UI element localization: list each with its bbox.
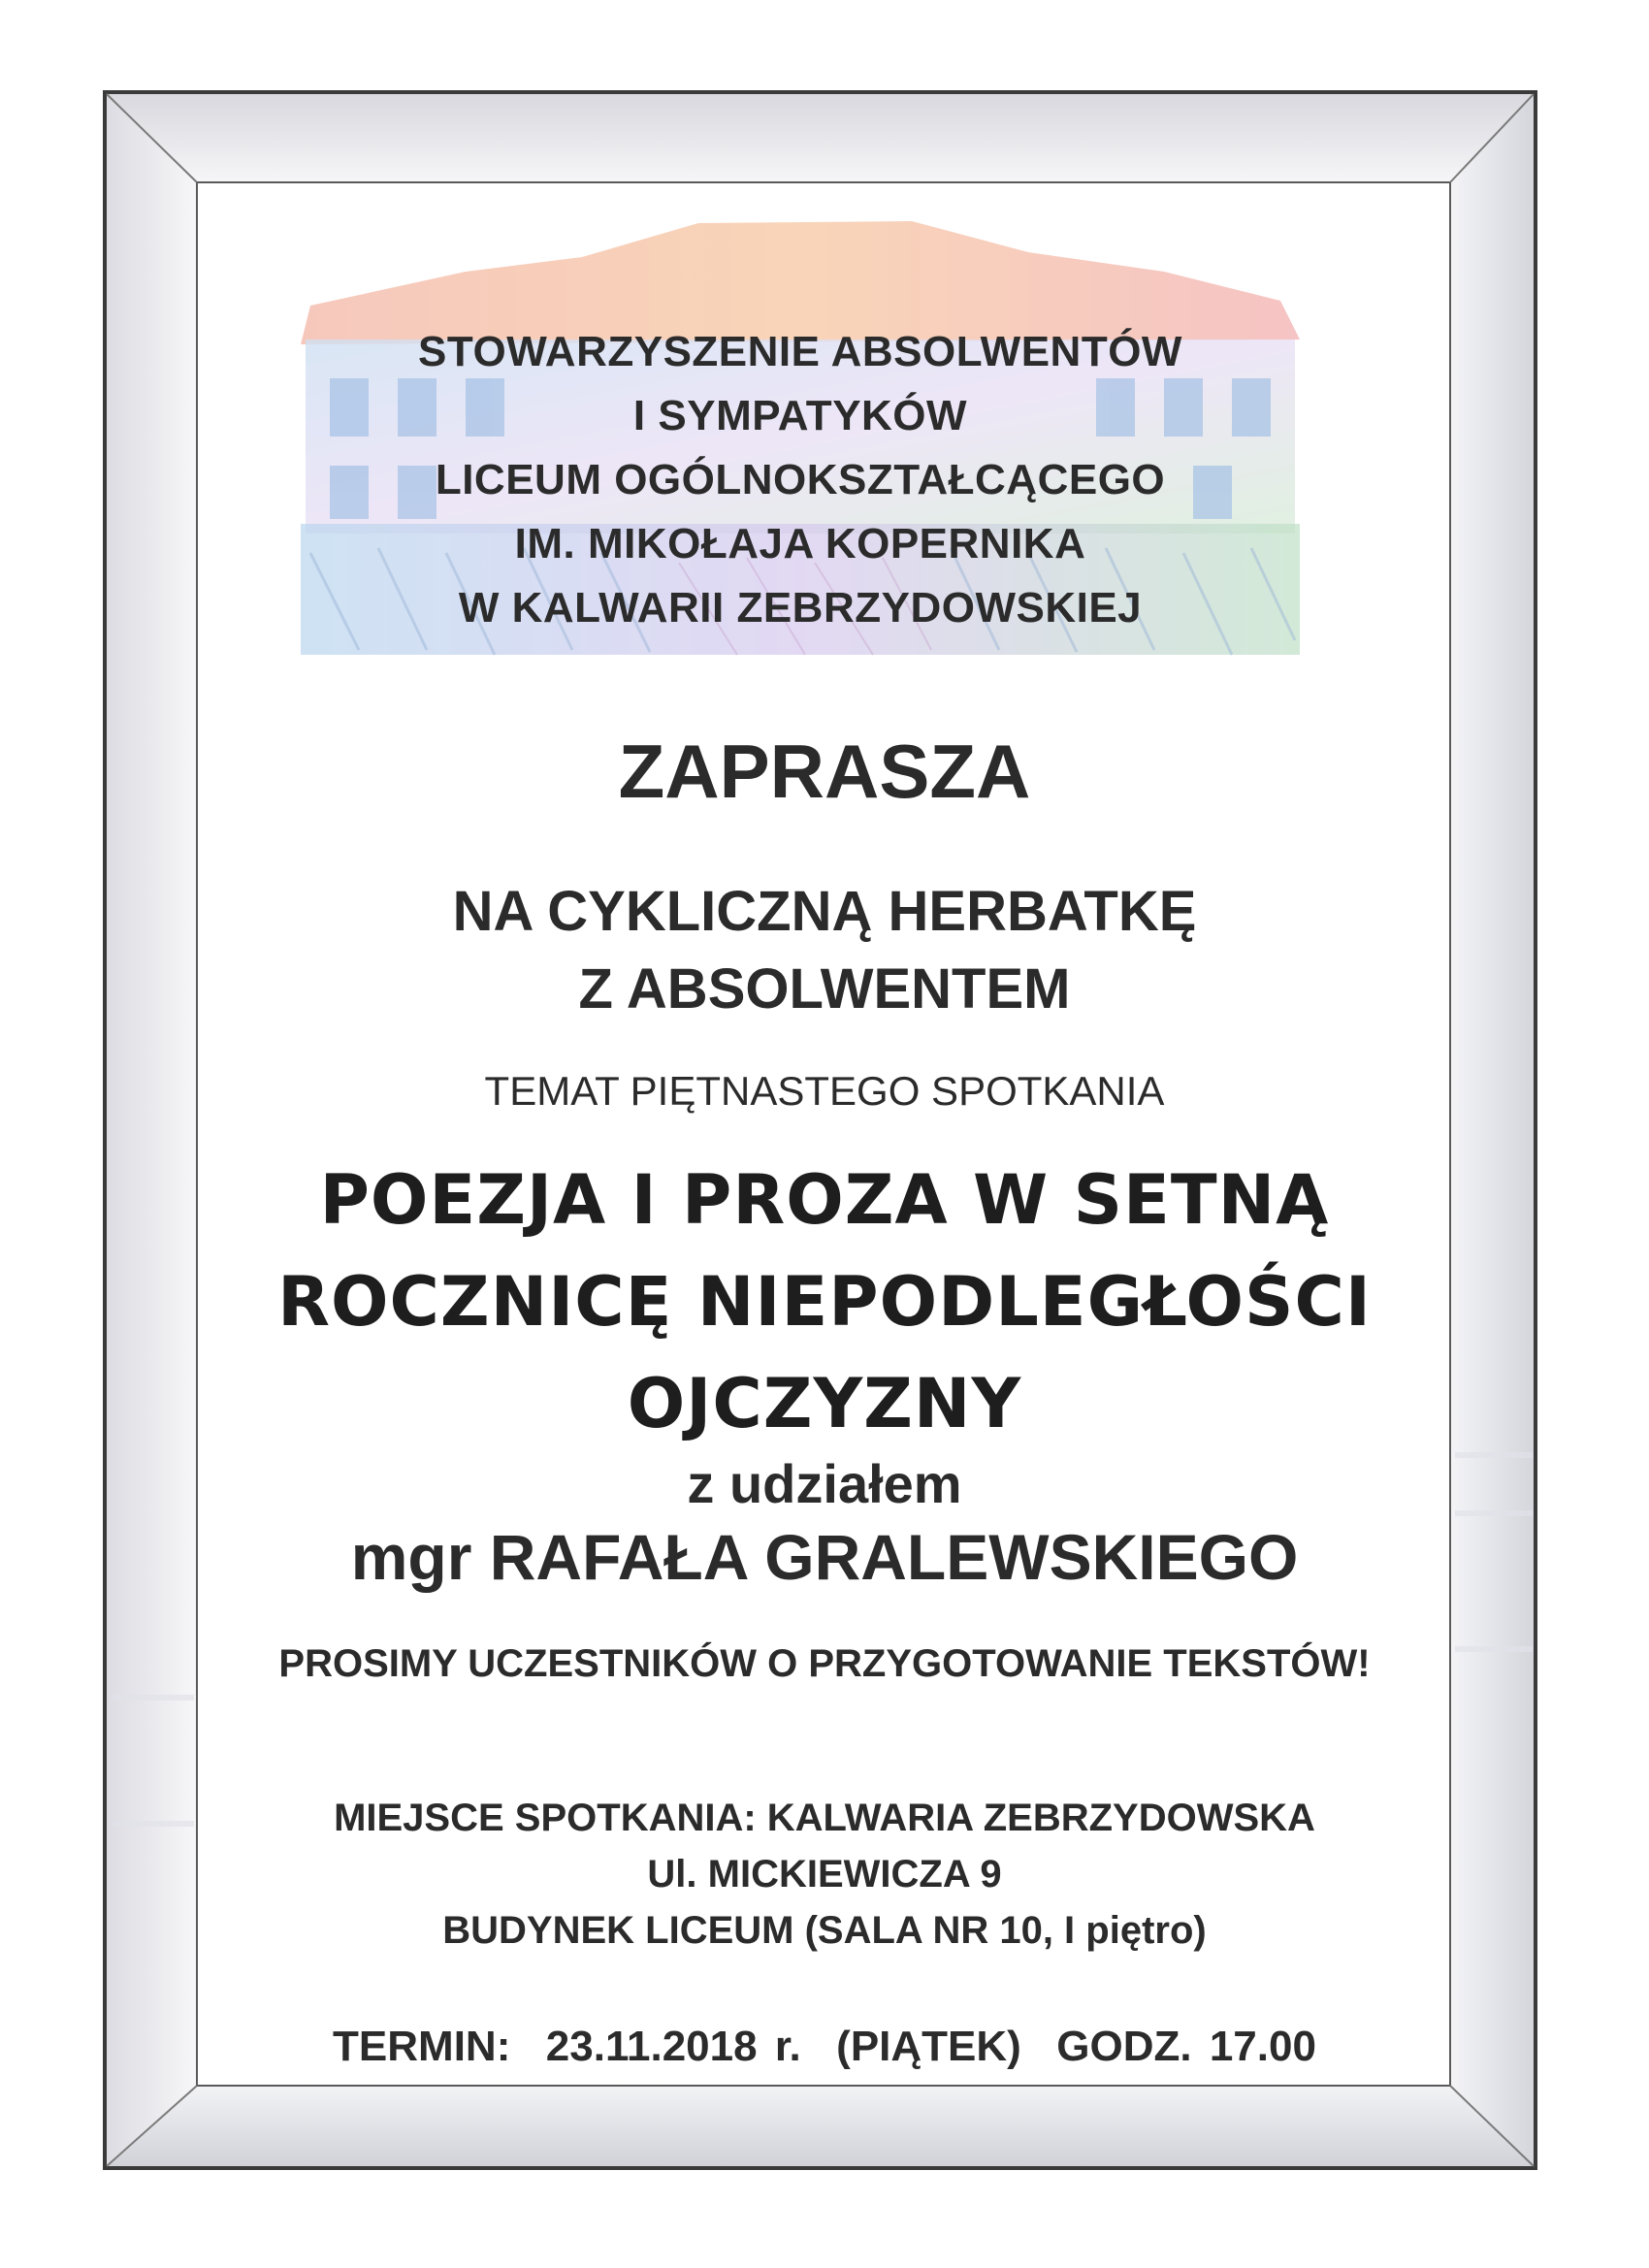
topic-title-line: ROCZNICĘ NIEPODLEGŁOŚCI (277, 1262, 1372, 1342)
venue-line: Ul. MICKIEWICZA 9 (647, 1853, 1002, 1895)
speaker-name: mgr RAFAŁA GRALEWSKIEGO (350, 1521, 1299, 1593)
venue-line: MIEJSCE SPOTKANIA: KALWARIA ZEBRZYDOWSKA (334, 1797, 1315, 1839)
organization-header (291, 213, 1310, 679)
participation-label: z udziałem (687, 1453, 962, 1514)
venue-line: BUDYNEK LICEUM (SALA NR 10, I piętro) (442, 1909, 1207, 1952)
event-name-line: Z ABSOLWENTEM (578, 957, 1071, 1021)
invites-heading: ZAPRASZA (618, 729, 1031, 814)
venue-info (199, 1790, 1450, 1959)
event-name-line: NA CYKLICZNĄ HERBATKĘ (452, 880, 1197, 943)
request-note: PROSIMY UCZESTNIKÓW O PRZYGOTOWANIE TEKSTÓW! (278, 1642, 1371, 1685)
topic-intro: TEMAT PIĘTNASTEGO SPOTKANIA (484, 1068, 1165, 1114)
topic-title (199, 1150, 1450, 1455)
organization-line: STOWARZYSZENIE ABSOLWENTÓW (418, 328, 1182, 375)
organization-line: LICEUM OGÓLNOKSZTAŁCĄCEGO (435, 456, 1166, 503)
topic-title-line: OJCZYZNY (627, 1364, 1022, 1443)
event-name (199, 873, 1450, 1028)
organization-line: I SYMPATYKÓW (632, 392, 968, 439)
date-time: TERMIN: 23.11.2018 r. (PIĄTEK) GODZ. 17.00 (333, 2023, 1316, 2070)
organization-line: W KALWARII ZEBRZYDOWSKIEJ (458, 584, 1143, 632)
organization-name (291, 320, 1310, 640)
topic-title-line: POEZJA I PROZA W SETNĄ (319, 1160, 1330, 1240)
organization-line: IM. MIKOŁAJA KOPERNIKA (514, 520, 1086, 567)
poster-content (199, 184, 1450, 2086)
